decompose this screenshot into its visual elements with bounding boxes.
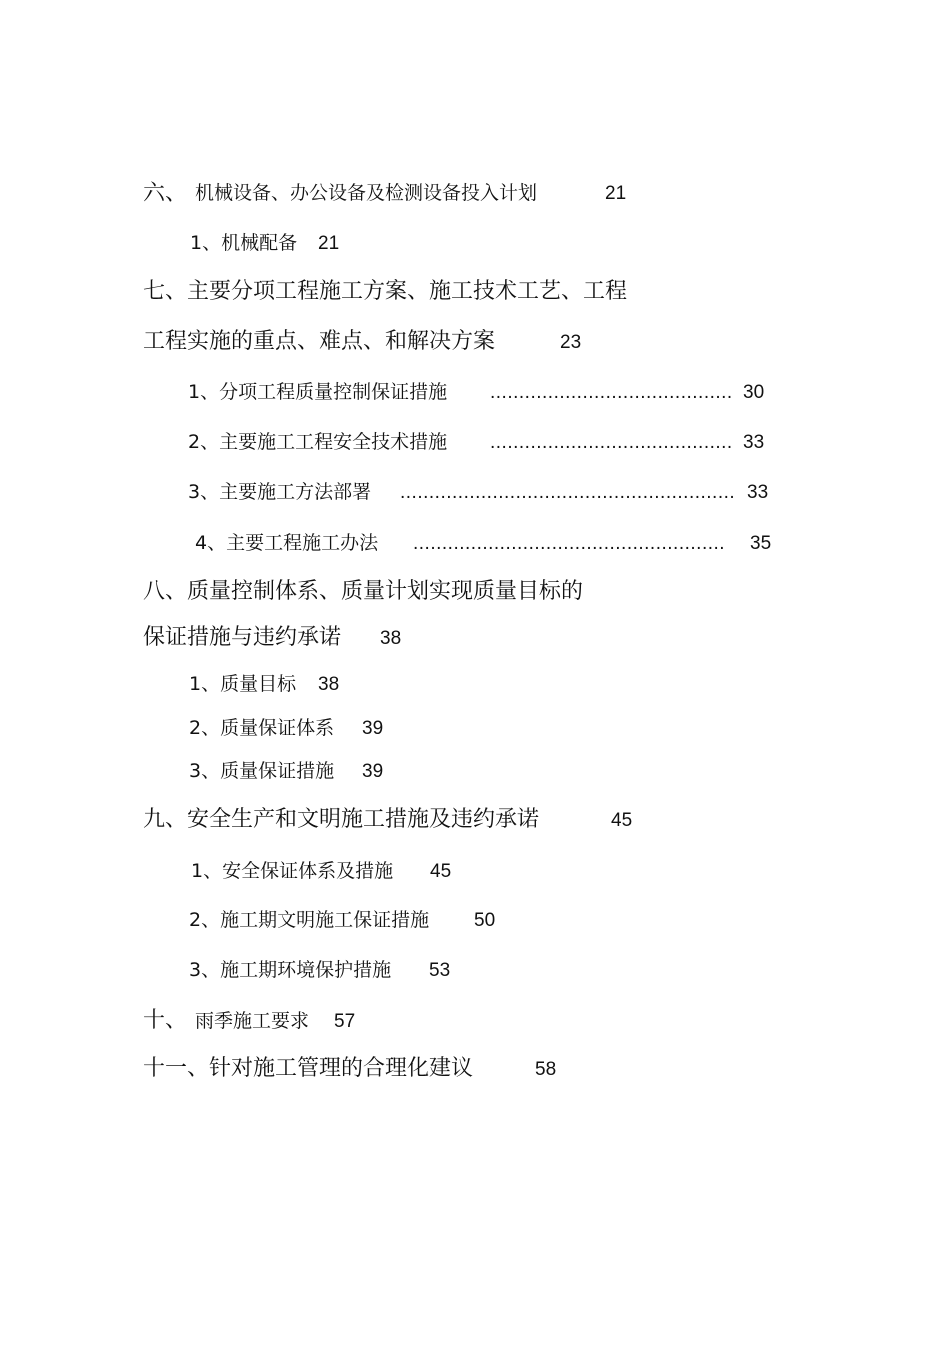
- page-number: 38: [380, 628, 402, 649]
- toc-entry-10[interactable]: [143, 1010, 187, 1032]
- leader-dots: ..........................................: [490, 433, 733, 452]
- page-number: 21: [318, 233, 340, 254]
- toc-entry-9-2[interactable]: 2、施工期文明施工保证措施: [189, 909, 430, 931]
- page-number: 45: [611, 810, 633, 831]
- toc-entry-7-2[interactable]: 2、主要施工工程安全技术措施: [188, 431, 448, 453]
- toc-entry-9-1[interactable]: 1、安全保证体系及措施: [191, 860, 394, 882]
- leader-dots: ..........................................: [490, 383, 733, 402]
- page-number: 38: [318, 674, 340, 695]
- page-number: 45: [430, 861, 452, 882]
- toc-entry-8-line2[interactable]: 保证措施与违约承诺: [143, 625, 342, 650]
- toc-entry-8-2[interactable]: 2、质量保证体系: [189, 717, 335, 739]
- toc-entry-11[interactable]: 十一、针对施工管理的合理化建议: [143, 1056, 474, 1081]
- toc-entry-6-title[interactable]: 机械设备、办公设备及检测设备投入计划: [195, 182, 538, 204]
- page-number: 39: [362, 718, 384, 739]
- leader-dots: ......................................................: [413, 534, 726, 553]
- toc-entry-7-4[interactable]: 4、主要工程施工办法: [195, 532, 379, 554]
- page-number: 57: [334, 1011, 356, 1032]
- page-number: 33: [743, 432, 765, 453]
- toc-entry-6-1[interactable]: 1、机械配备: [190, 232, 298, 254]
- chapter-number: 十、: [143, 1008, 188, 1033]
- toc-entry-9-3[interactable]: 3、施工期环境保护措施: [189, 959, 392, 981]
- toc-entry-6[interactable]: [143, 183, 187, 205]
- chapter-number: 六、: [143, 181, 188, 206]
- toc-entry-8-line1[interactable]: 八、质量控制体系、质量计划实现质量目标的: [143, 579, 584, 604]
- toc-entry-7-line1[interactable]: 七、主要分项工程施工方案、施工技术工艺、工程: [143, 279, 628, 304]
- leader-dots: ..........................................................: [400, 483, 736, 502]
- toc-entry-9[interactable]: 九、安全生产和文明施工措施及违约承诺: [143, 807, 540, 832]
- toc-entry-7-line2[interactable]: 工程实施的重点、难点、和解决方案: [143, 329, 496, 354]
- toc-entry-8-3[interactable]: 3、质量保证措施: [189, 760, 335, 782]
- page-number: 58: [535, 1059, 557, 1080]
- page-number: 35: [750, 533, 772, 554]
- toc-entry-7-1[interactable]: 1、分项工程质量控制保证措施: [188, 381, 448, 403]
- page-number: 23: [560, 332, 582, 353]
- page-number: 21: [605, 183, 627, 204]
- page-number: 39: [362, 761, 384, 782]
- page-number: 53: [429, 960, 451, 981]
- toc-entry-10-title[interactable]: 雨季施工要求: [195, 1010, 310, 1032]
- page-number: 50: [474, 910, 496, 931]
- page-number: 33: [747, 482, 769, 503]
- page-number: 30: [743, 382, 765, 403]
- toc-entry-7-3[interactable]: 3、主要施工方法部署: [188, 481, 372, 503]
- toc-entry-8-1[interactable]: 1、质量目标: [189, 673, 297, 695]
